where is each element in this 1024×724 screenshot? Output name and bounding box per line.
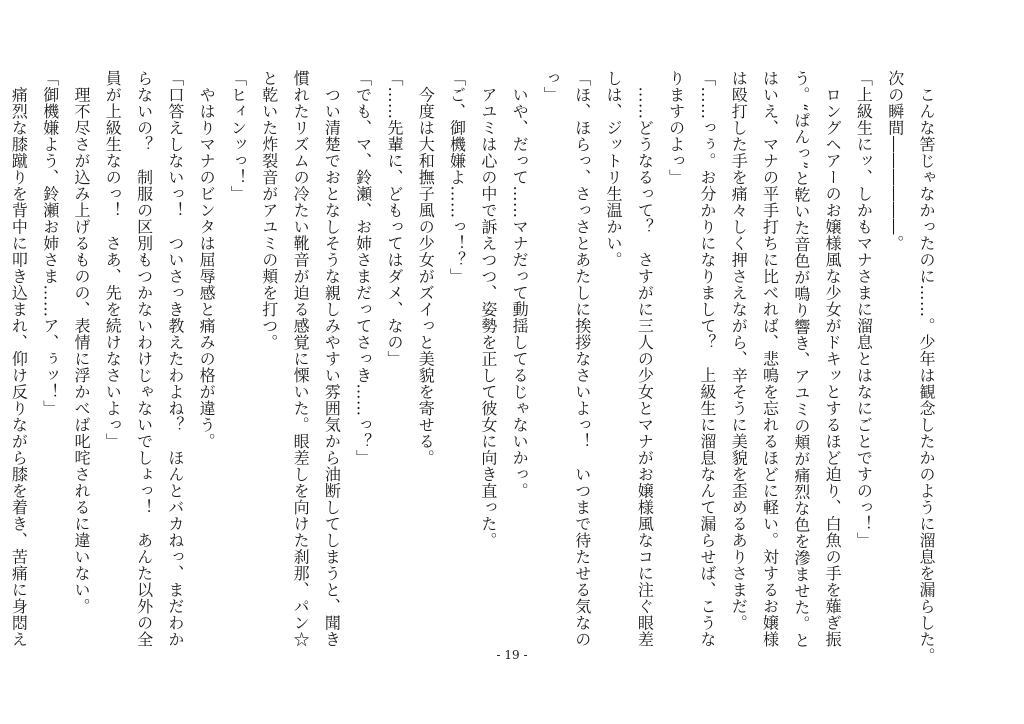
text-line: 「ほ、ほらっ、さっさとあたしに挨拶なさいよっ！ いつまで待たせる気なの	[572, 70, 592, 648]
text-line: と乾いた炸裂音がアユミの頬を打つ。	[259, 70, 279, 351]
text-line: はいえ、マナの平手打ちに比べれば、悲鳴を忘れるほどに軽い。対するお嬢様	[760, 70, 780, 648]
text-line: は殴打した手を痛々しく押さえながら、辛そうに美貌を歪めるありさまだ。	[729, 70, 749, 631]
text-line: アユミは心の中で訴えつつ、姿勢を正して彼女に向き直った。	[478, 70, 498, 549]
text-line: 痛烈な膝蹴りを背中に叩き込まれ、仰け反りながら膝を着き、苦痛に身悶え	[9, 70, 29, 648]
text-line: 「上級生にッ、しかもマナさまに溜息とはなにごとですのっ！」	[854, 70, 874, 549]
text-line: 「ご、御機嫌よ……っ！？」	[447, 70, 467, 285]
text-line: 理不尽さが込み上げるものの、表情に浮かべば叱咤されるに違いない。	[71, 70, 91, 615]
text-line: りますのよっ」	[666, 70, 686, 186]
text-line: う。“ぱんっ”と乾いた音色が鳴り響き、アユミの頬が痛烈な色を滲ませた。と	[791, 70, 811, 649]
page-number: - 19 -	[496, 648, 528, 662]
text-line: 「御機嫌よう、鈴瀬お姉さま……ア、ぅッ！」	[40, 70, 60, 417]
text-line: 「ヒィンッっ！」	[228, 70, 248, 202]
text-line: 「……っぅ。お分かりになりまして？ 上級生に溜息なんて漏らせば、こうな	[697, 70, 717, 648]
text-line: つい清楚でおとなしそうな親しみやすい雰囲気から油断してしまうと、聞き	[322, 70, 342, 648]
text-line: こんな筈じゃなかったのに……。少年は観念したかのように溜息を漏らした。	[917, 70, 936, 664]
text-line: 員が上級生なのっ！ さあ、先を続けなさいよっ」	[103, 70, 123, 450]
text-line: しは、ジットリ生温かい。	[604, 70, 624, 268]
text-line: 「口答えしないっ！ ついさっき教えたわよね？ ほんとバカねっ、まだわか	[165, 70, 185, 648]
text-line: いや、だって……マナだって動揺してるじゃないかっ。	[510, 70, 530, 499]
text-line: 「でも、マ、鈴瀬、お姉さまだってさっき……っ？」	[353, 70, 373, 466]
text-line: 今度は大和撫子風の少女がズイっと美貌を寄せる。	[416, 70, 436, 466]
text-line: ……どうなるって？ さすがに三人の少女とマナがお嬢様風なコに注ぐ眼差	[635, 70, 655, 648]
text-line: 「……先輩に、どもってはダメ、なの」	[384, 70, 404, 367]
text-line: っ」	[541, 70, 561, 103]
text-line: 慣れたリズムの冷たい靴音が迫る感覚に慄いた。眼差しを向けた刹那、パン☆	[291, 70, 311, 648]
text-line	[0, 70, 3, 640]
text-line: やはりマナのビンタは屈辱感と痛みの格が違う。	[197, 70, 217, 450]
text-line: らないの？ 制服の区別もつかないわけじゃないでしょっ！ あんた以外の全	[134, 70, 154, 648]
text-line: ロングヘアーのお嬢様風な少女がドキッとするほど迫り、白魚の手を薙ぎ振	[823, 70, 843, 648]
text-line: 次の瞬間――――――。	[885, 70, 905, 252]
